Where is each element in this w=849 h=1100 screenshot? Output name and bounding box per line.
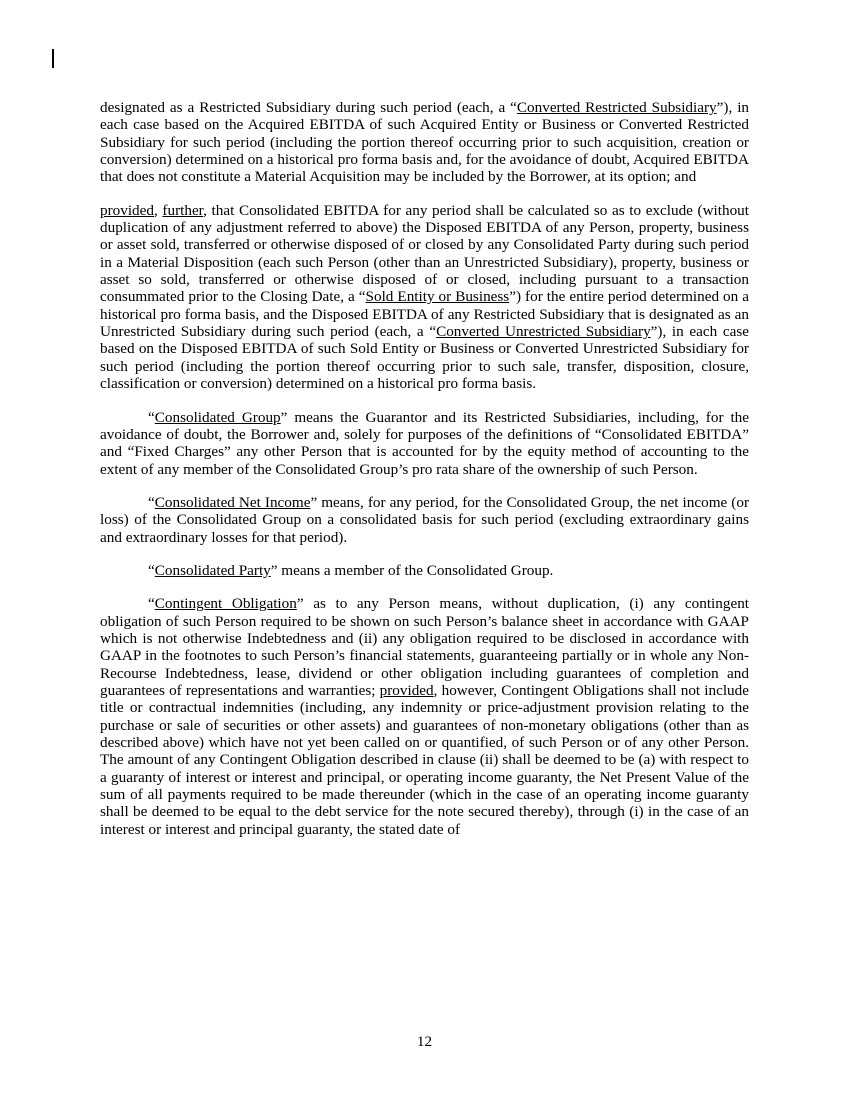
- text-run: ” means the Guarantor and its Restricted Subsidiaries, including, for the avoidance of doubt, the Borrower and, solely for purposes of the definitions of “Consolidated EBITDA” and “Fixed Charges” any other Person that is accounted for by the equity method of accounting to the extent of any member of the Consolidated Group’s pro rata share of the ownership of such Person.: [100, 408, 750, 478]
- definition-consolidated-net-income: [100, 494, 749, 546]
- defined-term: Contingent Obligation: [154, 595, 297, 613]
- text-run: ”) for the entire period determined on a historical pro forma basis, and the Disposed EBITDA of any Restricted Subsidiary that is designated as an Unrestricted Subsidiary during such period (each, a “: [100, 288, 750, 341]
- document-body: [100, 99, 749, 854]
- text-run: “: [148, 595, 155, 613]
- text-run: ” means a member of the Consolidated Group.: [270, 561, 554, 579]
- page-number: 12: [416, 1033, 433, 1050]
- text-run: “: [148, 493, 155, 511]
- text-run: , however, Contingent Obligations shall not include title or contractual indemnities (including, any indemnity or price-adjustment provision relating to the purchase or sale of securities or other assets) and guarantees of non-monetary obligations (other than as described above) which have not yet been called on or quantified, of such Person or of any other Person. The amount of any Contingent Obligation described in clause (ii) shall be deemed to be (a) with respect to a guaranty of interest or interest and principal, or operating income guaranty, the Net Present Value of the sum of all payments required to be made thereunder (which in the case of an operating income guaranty shall be deemed to be equal to the debt service for the note secured thereby), through (i) in the case of an interest or interest and principal guaranty, the stated date of: [100, 681, 749, 838]
- defined-term: Consolidated Party: [154, 561, 271, 579]
- definition-consolidated-party: [100, 562, 749, 579]
- text-run: , that Consolidated EBITDA for any period shall be calculated so as to exclude (without duplication of any adjustment referred to above) the Disposed EBITDA of any Person, property, business or asset sold, transferred or otherwise disposed of or closed by any Consolidated Party during such period in a Material Disposition (each such Person (other than an Unrestricted Subsidiary), property, business or asset so sold, transferred or otherwise disposed of or closed, including pursuant to a transaction consummated prior to the Closing Date, a “: [100, 201, 749, 306]
- text-run: “: [148, 408, 155, 426]
- text-run: ,: [154, 201, 163, 219]
- definition-consolidated-group: [100, 409, 749, 478]
- defined-term: Converted Unrestricted Subsidiary: [436, 323, 651, 341]
- defined-term: Consolidated Group: [154, 408, 281, 426]
- definition-contingent-obligation: [100, 595, 749, 838]
- defined-term: Converted Restricted Subsidiary: [516, 99, 717, 116]
- text-run: ”), in each case based on the Acquired EBITDA of such Acquired Entity or Business or Converted Restricted Subsidiary for such period (including the portion thereof occurring prior to such acquisition, creation or conversion) determined on a historical pro forma basis and, for the avoidance of doubt, Acquired EBITDA that does not constitute a Material Acquisition may be included by the Borrower, at its option; and: [100, 99, 750, 186]
- text-run: “: [148, 561, 155, 579]
- paragraph-converted-restricted-subsidiary: [100, 99, 749, 186]
- emphasis-term: further: [162, 201, 204, 219]
- emphasis-term: provided: [100, 201, 154, 219]
- paragraph-proviso-disposed-ebitda: [100, 202, 749, 393]
- text-run: ”), in each case based on the Disposed EBITDA of such Sold Entity or Business or Converted Unrestricted Subsidiary for such period (including the portion thereof occurring prior to such sale, transfer, disposition, closure, classification or conversion) determined on a historical pro forma basis.: [100, 323, 749, 393]
- text-run: ” as to any Person means, without duplication, (i) any contingent obligation of such Person required to be shown on such Person’s balance sheet in accordance with GAAP which is not otherwise Indebtedness and (ii) any obligation required to be disclosed in accordance with GAAP in the footnotes to such Person’s financial statements, guaranteeing partially or in whole any Non-Recourse Indebtedness, lease, dividend or other obligation including guarantees of completion and guarantees of representations and warranties;: [100, 595, 750, 699]
- text-run: designated as a Restricted Subsidiary during such period (each, a “: [100, 99, 517, 116]
- defined-term: Sold Entity or Business: [365, 288, 510, 306]
- text-cursor: [52, 49, 54, 68]
- text-run: ” means, for any period, for the Consolidated Group, the net income (or loss) of the Consolidated Group on a consolidated basis for such period (excluding extraordinary gains and extraordinary losses for that period).: [100, 493, 750, 546]
- emphasis-term: provided: [379, 681, 434, 699]
- defined-term: Consolidated Net Income: [154, 493, 311, 511]
